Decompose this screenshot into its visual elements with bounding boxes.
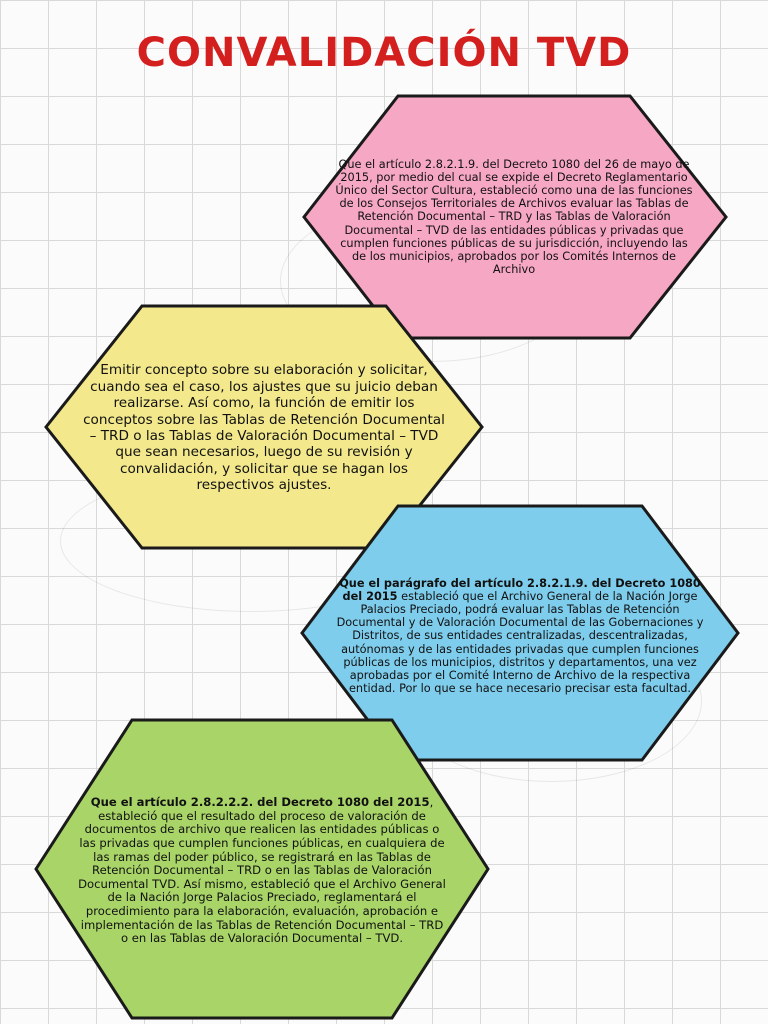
hexagon-blue-text [334, 556, 706, 716]
hexagon-pink-text [332, 132, 696, 302]
hexagon-yellow-body: Emitir concepto sobre su elaboración y solicitar, cuando sea el caso, los ajustes que su juicio deban realizarse. Así como, la función de emitir los conceptos sobre las Tablas de Retención Documental – TRD o las Tablas de Valoración Documental – TVD que sean necesarios, luego de su revisión y convalidación, y solicitar que se hagan los respectivos ajustes. [83, 362, 445, 494]
hexagon-blue-bold: Que el parágrafo del artículo 2.8.2.1.9. del Decreto 1080 del 2015 [339, 576, 701, 603]
hexagon-yellow-text [80, 346, 448, 510]
hexagon-green-body: , estableció que el resultado del proceso de valoración de documentos de archivo que realicen las entidades públicas o las privadas que cumplen funciones públicas, en cualquiera de las ramas del poder público, se registrará en las Tablas de Retención Documental – TRD o en las Tablas de Valoración Documental TVD. Así mismo, estableció que el Archivo General de la Nación Jorge Palacios Preciado, reglamentará el procedimiento para la elaboración, evaluación, aprobación e implementación de las Tablas de Retención Documental – TRD o en las Tablas de Valoración Documental – TVD. [78, 795, 446, 946]
hexagon-green-text [76, 764, 448, 978]
hexagon-pink-body: Que el artículo 2.8.2.1.9. del Decreto 1080 del 26 de mayo de 2015, por medio del cual se expide el Decreto Reglamentario Único del Sector Cultura, estableció como una de las funciones de los Consejos Territoriales de Archivos evaluar las Tablas de Retención Documental – TRD y las Tablas de Valoración Documental – TVD de las entidades públicas y privadas que cumplen funciones públicas de su jurisdicción, incluyendo las de los municipios, aprobados por los Comités Internos de Archivo [335, 157, 693, 277]
hexagon-blue-body: estableció que el Archivo General de la Nación Jorge Palacios Preciado, podrá evaluar las Tablas de Retención Documental y de Valoración Documental de las Gobernaciones y Distritos, de sus entidades centralizadas, descentralizadas, autónomas y de las entidades privadas que cumplen funciones públicas de los municipios, distritos y departamentos, una vez aprobadas por el Comité Interno de Archivo de la respectiva entidad. Por lo que se hace necesario precisar esta facultad. [336, 589, 704, 696]
hexagon-green-bold: Que el artículo 2.8.2.2.2. del Decreto 1080 del 2015 [90, 795, 430, 810]
page-title: CONVALIDACIÓN TVD [136, 30, 632, 76]
hexagon-green [32, 716, 492, 1022]
